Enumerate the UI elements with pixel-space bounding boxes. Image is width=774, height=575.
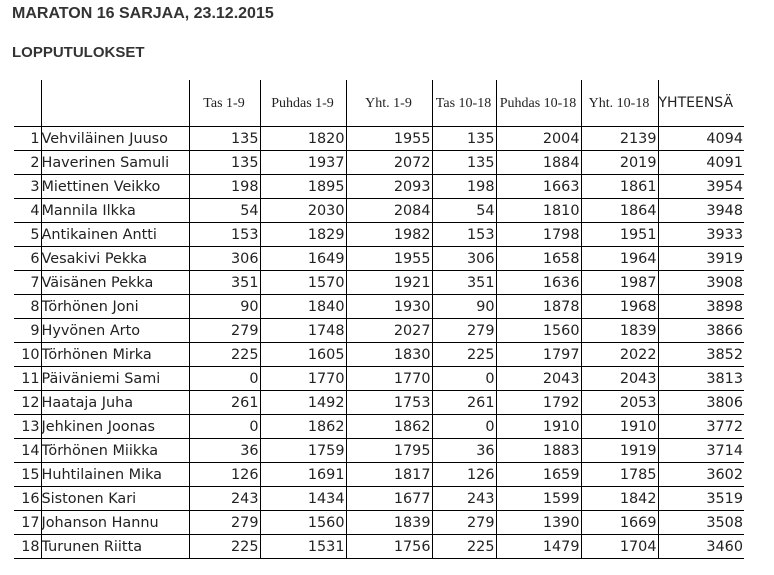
table-row: [14, 175, 744, 199]
cell-puhdas-10-18: 1663: [496, 175, 581, 199]
cell-yht-10-18: 1861: [581, 175, 658, 199]
cell-total: 3508: [658, 511, 744, 535]
cell-puhdas-1-9: 1570: [260, 271, 346, 295]
cell-tas-1-9: 225: [189, 535, 260, 559]
cell-name: Päiväniemi Sami: [41, 367, 189, 391]
cell-total: 3460: [658, 535, 744, 559]
cell-tas-10-18: 36: [432, 439, 496, 463]
cell-total: 3898: [658, 295, 744, 319]
cell-yht-10-18: 1839: [581, 319, 658, 343]
cell-name: Törhönen Mirka: [41, 343, 189, 367]
table-row: [14, 247, 744, 271]
cell-puhdas-1-9: 1759: [260, 439, 346, 463]
cell-name: Miettinen Veikko: [41, 175, 189, 199]
cell-puhdas-1-9: 1840: [260, 295, 346, 319]
cell-yht-1-9: 2027: [346, 319, 432, 343]
cell-total: 3714: [658, 439, 744, 463]
cell-total: 4094: [658, 127, 744, 151]
cell-yht-1-9: 1982: [346, 223, 432, 247]
cell-yht-10-18: 1910: [581, 415, 658, 439]
col-header-tas-10-18: Tas 10-18: [432, 80, 496, 127]
cell-tas-10-18: 90: [432, 295, 496, 319]
col-header-position: [14, 80, 41, 127]
cell-puhdas-10-18: 1599: [496, 487, 581, 511]
cell-puhdas-1-9: 1820: [260, 127, 346, 151]
table-row: [14, 151, 744, 175]
cell-position: 1: [14, 127, 41, 151]
cell-tas-1-9: 351: [189, 271, 260, 295]
cell-position: 13: [14, 415, 41, 439]
cell-yht-1-9: 1817: [346, 463, 432, 487]
cell-tas-10-18: 135: [432, 127, 496, 151]
table-row: [14, 295, 744, 319]
col-header-puhdas-10-18: Puhdas 10-18: [496, 80, 581, 127]
cell-position: 3: [14, 175, 41, 199]
cell-name: Huhtilainen Mika: [41, 463, 189, 487]
table-row: [14, 127, 744, 151]
cell-yht-10-18: 1785: [581, 463, 658, 487]
table-row: [14, 343, 744, 367]
table-row: [14, 223, 744, 247]
cell-puhdas-10-18: 1390: [496, 511, 581, 535]
results-body: [14, 127, 744, 559]
table-row: [14, 511, 744, 535]
cell-tas-10-18: 279: [432, 319, 496, 343]
cell-puhdas-10-18: 1792: [496, 391, 581, 415]
cell-yht-1-9: 1955: [346, 127, 432, 151]
table-row: [14, 487, 744, 511]
cell-tas-1-9: 243: [189, 487, 260, 511]
cell-yht-10-18: 1987: [581, 271, 658, 295]
cell-puhdas-10-18: 1560: [496, 319, 581, 343]
cell-puhdas-1-9: 1434: [260, 487, 346, 511]
col-header-puhdas-1-9: Puhdas 1-9: [260, 80, 346, 127]
cell-tas-1-9: 126: [189, 463, 260, 487]
cell-puhdas-10-18: 2004: [496, 127, 581, 151]
cell-yht-1-9: 1921: [346, 271, 432, 295]
cell-yht-1-9: 1930: [346, 295, 432, 319]
cell-puhdas-1-9: 1895: [260, 175, 346, 199]
cell-position: 4: [14, 199, 41, 223]
cell-yht-1-9: 1955: [346, 247, 432, 271]
cell-yht-1-9: 1839: [346, 511, 432, 535]
cell-yht-1-9: 1862: [346, 415, 432, 439]
cell-yht-1-9: 2072: [346, 151, 432, 175]
cell-tas-1-9: 0: [189, 415, 260, 439]
cell-puhdas-1-9: 2030: [260, 199, 346, 223]
cell-tas-10-18: 198: [432, 175, 496, 199]
cell-tas-10-18: 135: [432, 151, 496, 175]
cell-name: Haataja Juha: [41, 391, 189, 415]
cell-yht-10-18: 1968: [581, 295, 658, 319]
col-header-name: [41, 80, 189, 127]
cell-name: Vehviläinen Juuso: [41, 127, 189, 151]
table-row: [14, 199, 744, 223]
cell-tas-10-18: 225: [432, 535, 496, 559]
cell-yht-10-18: 2019: [581, 151, 658, 175]
cell-tas-1-9: 54: [189, 199, 260, 223]
cell-puhdas-1-9: 1862: [260, 415, 346, 439]
cell-total: 3806: [658, 391, 744, 415]
cell-puhdas-10-18: 1883: [496, 439, 581, 463]
cell-tas-10-18: 126: [432, 463, 496, 487]
col-header-tas-1-9: Tas 1-9: [189, 80, 260, 127]
cell-yht-10-18: 1669: [581, 511, 658, 535]
cell-tas-1-9: 90: [189, 295, 260, 319]
cell-puhdas-1-9: 1748: [260, 319, 346, 343]
cell-puhdas-1-9: 1492: [260, 391, 346, 415]
cell-puhdas-10-18: 2043: [496, 367, 581, 391]
cell-position: 14: [14, 439, 41, 463]
cell-total: 3954: [658, 175, 744, 199]
cell-total: 4091: [658, 151, 744, 175]
cell-total: 3813: [658, 367, 744, 391]
cell-tas-1-9: 0: [189, 367, 260, 391]
cell-tas-1-9: 135: [189, 151, 260, 175]
cell-puhdas-1-9: 1531: [260, 535, 346, 559]
cell-yht-10-18: 2043: [581, 367, 658, 391]
cell-tas-10-18: 279: [432, 511, 496, 535]
cell-puhdas-1-9: 1829: [260, 223, 346, 247]
table-row: [14, 391, 744, 415]
cell-name: Haverinen Samuli: [41, 151, 189, 175]
table-row: [14, 535, 744, 559]
cell-tas-10-18: 54: [432, 199, 496, 223]
cell-tas-10-18: 243: [432, 487, 496, 511]
cell-position: 7: [14, 271, 41, 295]
cell-puhdas-1-9: 1560: [260, 511, 346, 535]
cell-tas-1-9: 279: [189, 319, 260, 343]
cell-name: Väisänen Pekka: [41, 271, 189, 295]
cell-puhdas-10-18: 1878: [496, 295, 581, 319]
cell-position: 11: [14, 367, 41, 391]
cell-position: 15: [14, 463, 41, 487]
cell-tas-10-18: 153: [432, 223, 496, 247]
cell-puhdas-1-9: 1649: [260, 247, 346, 271]
col-header-total: YHTEENSÄ: [658, 80, 744, 127]
cell-yht-10-18: 2022: [581, 343, 658, 367]
cell-tas-10-18: 261: [432, 391, 496, 415]
cell-puhdas-10-18: 1798: [496, 223, 581, 247]
cell-name: Johanson Hannu: [41, 511, 189, 535]
cell-name: Mannila Ilkka: [41, 199, 189, 223]
cell-yht-10-18: 1919: [581, 439, 658, 463]
cell-total: 3772: [658, 415, 744, 439]
cell-puhdas-1-9: 1770: [260, 367, 346, 391]
cell-yht-1-9: 2084: [346, 199, 432, 223]
cell-puhdas-10-18: 1810: [496, 199, 581, 223]
cell-yht-10-18: 2053: [581, 391, 658, 415]
cell-puhdas-10-18: 1910: [496, 415, 581, 439]
section-subtitle: LOPPUTULOKSET: [12, 44, 145, 61]
cell-name: Sistonen Kari: [41, 487, 189, 511]
cell-position: 17: [14, 511, 41, 535]
col-header-yht-1-9: Yht. 1-9: [346, 80, 432, 127]
cell-tas-10-18: 225: [432, 343, 496, 367]
cell-tas-1-9: 261: [189, 391, 260, 415]
cell-total: 3866: [658, 319, 744, 343]
cell-tas-1-9: 306: [189, 247, 260, 271]
cell-yht-10-18: 1964: [581, 247, 658, 271]
table-header-row: [14, 80, 744, 127]
cell-name: Turunen Riitta: [41, 535, 189, 559]
table-row: [14, 439, 744, 463]
cell-yht-1-9: 1830: [346, 343, 432, 367]
cell-total: 3602: [658, 463, 744, 487]
cell-puhdas-1-9: 1691: [260, 463, 346, 487]
cell-puhdas-1-9: 1937: [260, 151, 346, 175]
cell-position: 9: [14, 319, 41, 343]
table-row: [14, 319, 744, 343]
cell-position: 18: [14, 535, 41, 559]
cell-name: Antikainen Antti: [41, 223, 189, 247]
cell-yht-1-9: 2093: [346, 175, 432, 199]
cell-position: 12: [14, 391, 41, 415]
table-row: [14, 415, 744, 439]
cell-name: Törhönen Miikka: [41, 439, 189, 463]
cell-name: Törhönen Joni: [41, 295, 189, 319]
cell-tas-1-9: 279: [189, 511, 260, 535]
cell-tas-1-9: 36: [189, 439, 260, 463]
cell-total: 3519: [658, 487, 744, 511]
cell-yht-1-9: 1770: [346, 367, 432, 391]
cell-position: 5: [14, 223, 41, 247]
cell-position: 16: [14, 487, 41, 511]
cell-puhdas-1-9: 1605: [260, 343, 346, 367]
cell-name: Jehkinen Joonas: [41, 415, 189, 439]
cell-puhdas-10-18: 1636: [496, 271, 581, 295]
cell-position: 8: [14, 295, 41, 319]
cell-tas-10-18: 0: [432, 415, 496, 439]
cell-yht-10-18: 1864: [581, 199, 658, 223]
cell-puhdas-10-18: 1797: [496, 343, 581, 367]
results-table: [14, 80, 744, 559]
cell-yht-10-18: 2139: [581, 127, 658, 151]
cell-position: 10: [14, 343, 41, 367]
cell-total: 3948: [658, 199, 744, 223]
cell-puhdas-10-18: 1659: [496, 463, 581, 487]
cell-total: 3908: [658, 271, 744, 295]
cell-tas-1-9: 225: [189, 343, 260, 367]
cell-tas-1-9: 153: [189, 223, 260, 247]
cell-total: 3852: [658, 343, 744, 367]
cell-position: 2: [14, 151, 41, 175]
cell-tas-1-9: 198: [189, 175, 260, 199]
cell-yht-1-9: 1753: [346, 391, 432, 415]
table-row: [14, 463, 744, 487]
cell-yht-10-18: 1951: [581, 223, 658, 247]
cell-puhdas-10-18: 1884: [496, 151, 581, 175]
cell-total: 3919: [658, 247, 744, 271]
cell-tas-10-18: 351: [432, 271, 496, 295]
cell-yht-1-9: 1756: [346, 535, 432, 559]
page-title: MARATON 16 SARJAA, 23.12.2015: [12, 5, 274, 22]
cell-name: Hyvönen Arto: [41, 319, 189, 343]
cell-yht-10-18: 1704: [581, 535, 658, 559]
cell-tas-10-18: 306: [432, 247, 496, 271]
cell-tas-10-18: 0: [432, 367, 496, 391]
cell-yht-10-18: 1842: [581, 487, 658, 511]
col-header-yht-10-18: Yht. 10-18: [581, 80, 658, 127]
cell-puhdas-10-18: 1479: [496, 535, 581, 559]
cell-puhdas-10-18: 1658: [496, 247, 581, 271]
table-row: [14, 271, 744, 295]
cell-name: Vesakivi Pekka: [41, 247, 189, 271]
cell-total: 3933: [658, 223, 744, 247]
cell-yht-1-9: 1677: [346, 487, 432, 511]
cell-yht-1-9: 1795: [346, 439, 432, 463]
cell-tas-1-9: 135: [189, 127, 260, 151]
table-row: [14, 367, 744, 391]
cell-position: 6: [14, 247, 41, 271]
